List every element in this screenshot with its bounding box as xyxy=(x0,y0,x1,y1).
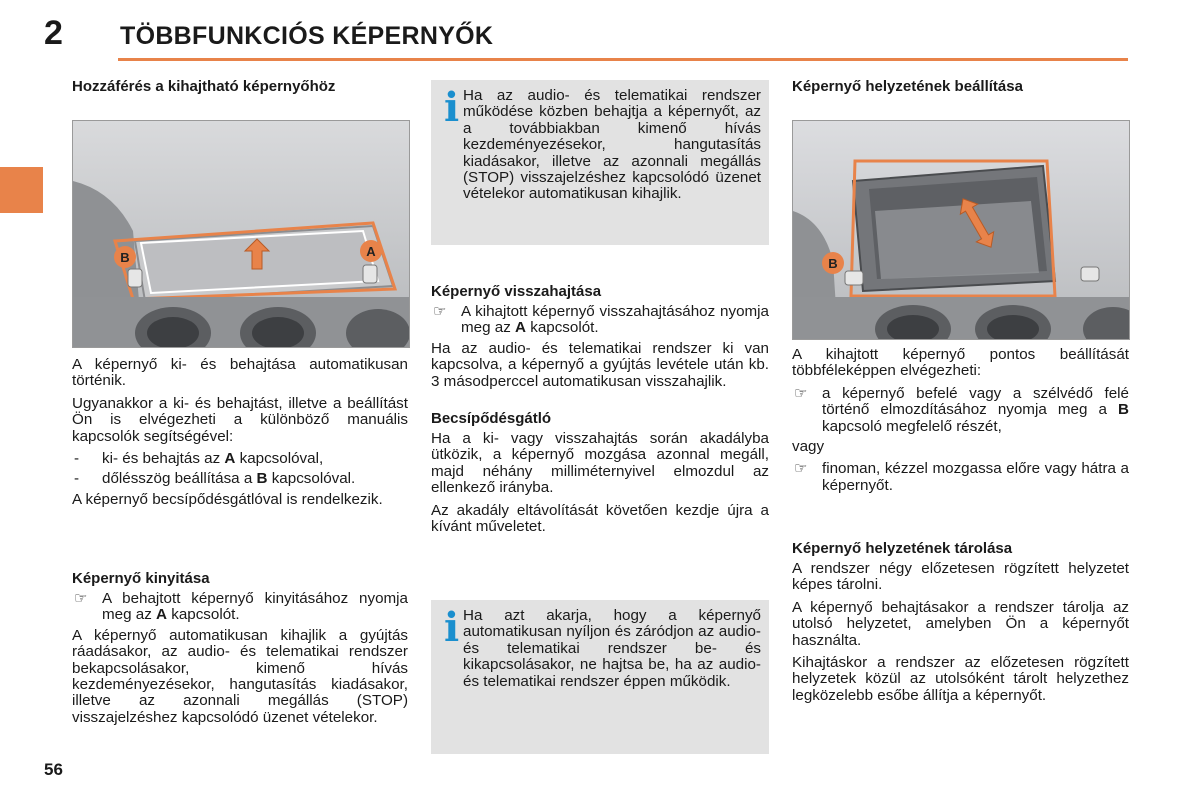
info-icon: i xyxy=(444,84,460,131)
list-item: - dőlésszög beállítása a B kapcsolóval. xyxy=(74,470,356,488)
figure-dashboard-screen-folded xyxy=(72,120,410,348)
chapter-tab xyxy=(0,167,43,213)
dash-marker: - xyxy=(74,450,80,468)
paragraph: Kihajtáskor a rendszer az előzetesen rögzített helyzetek közül az utolsóként tárolt helyzethez legközelebb esőbe állítja a képernyőt. xyxy=(792,654,1129,704)
section-heading-open: Képernyő kinyitása xyxy=(72,570,210,587)
info-box-2 xyxy=(431,600,769,754)
pointer-icon: ☞ xyxy=(74,590,88,607)
section-heading-store: Képernyő helyzetének tárolása xyxy=(792,540,1013,557)
column-2-text xyxy=(431,283,769,541)
column-3-text xyxy=(792,347,1129,498)
pointer-icon: ☞ xyxy=(794,460,808,478)
chapter-title: TÖBBFUNKCIÓS KÉPERNYŐK xyxy=(120,22,494,50)
paragraph: Ugyanakkor a ki- és behajtást, illetve a beállítást Ön is elvégezheti a különböző manuális kapcsolók segítségével: xyxy=(72,394,408,445)
figure-dashboard-screen-unfolded xyxy=(792,120,1130,340)
column-1 xyxy=(72,78,408,99)
paragraph: Ha az audio- és telematikai rendszer ki van kapcsolva, a képernyő a gyújtás levétele után kb. 3 másodperccel automatikusan visszahajlik. xyxy=(431,339,769,390)
list-item: ☞ a képernyő befelé vagy a szélvédő felé történő elmozdításához nyomja meg a B kapcsoló megfelelő részét, xyxy=(794,384,1129,435)
info-text: Ha azt akarja, hogy a képernyő automatikusan nyíljon és záródjon az audio- és telematikai rendszer be- és kikapcsolásakor, ne hajtsa be, ha az audio- és telematikai rendszer éppen működik. xyxy=(463,607,761,690)
paragraph: A kihajtott képernyő pontos beállítását többféleképpen elvégezheti: xyxy=(792,346,1129,380)
chapter-number: 2 xyxy=(44,14,63,52)
section-heading-pinch: Becsípődésgátló xyxy=(431,410,552,428)
list-item: ☞ A kihajtott képernyő visszahajtásához nyomja meg az A kapcsolót. xyxy=(433,303,769,337)
figure-label-a: A xyxy=(366,244,376,259)
paragraph: A rendszer négy előzetesen rögzített helyzetet képes tárolni. xyxy=(792,560,1129,594)
list-item: ☞ finoman, kézzel mozgassa előre vagy hátra a képernyőt. xyxy=(794,460,1129,494)
pointer-icon: ☞ xyxy=(794,384,808,402)
figure-label-b: B xyxy=(120,250,130,265)
header-rule xyxy=(118,58,1128,61)
column-3 xyxy=(792,78,1129,99)
section-heading-fold: Képernyő visszahajtása xyxy=(431,283,602,300)
column-1-open xyxy=(72,570,408,732)
paragraph-or: vagy xyxy=(792,438,825,456)
column-1-text xyxy=(72,357,408,514)
pointer-icon: ☞ xyxy=(433,303,447,320)
paragraph: A képernyő automatikusan kihajlik a gyújtás ráadásakor, az audio- és telematikai rendszer bekapcsolásakor, kimenő hívás kezdeményezésekor, hangutasítás kiadásakor, illetve az azonnali megállás (STOP) visszajelzéshez kapcsolódó üzenet vételekor. xyxy=(72,626,408,726)
paragraph: Ha a ki- vagy visszahajtás során akadályba ütközik, a képernyő mozgása azonnal megáll, majd néhány milliméternyivel elmozdul az ellenkező irányba. xyxy=(431,430,769,497)
section-heading-access: Hozzáférés a kihajtható képernyőhöz xyxy=(72,78,336,95)
dash-marker: - xyxy=(74,470,80,488)
figure-label-b: B xyxy=(828,256,838,271)
paragraph: Az akadály eltávolítását követően kezdje újra a kívánt műveletet. xyxy=(431,501,769,536)
info-text: Ha az audio- és telematikai rendszer működése közben behajtja a képernyőt, az a továbbiakban kimenő hívás kezdeményezésekor, hangutasítás kiadásakor, illetve az azonnali megállás (STOP) visszajelzéshez kapcsolódó üzenet vételekor automatikusan kihajlik. xyxy=(463,87,761,203)
info-icon: i xyxy=(444,604,460,651)
page-number: 56 xyxy=(44,760,63,779)
list-item: - ki- és behajtás az A kapcsolóval, xyxy=(74,450,324,468)
paragraph: A képernyő ki- és behajtása automatikusan történik. xyxy=(72,356,408,390)
info-box-1 xyxy=(431,80,769,245)
paragraph: A képernyő becsípődésgátlóval is rendelkezik. xyxy=(72,490,383,508)
paragraph: A képernyő behajtásakor a rendszer tárolja az utolsó helyzetet, amelyben Ön a képernyőt használta. xyxy=(792,598,1129,649)
section-heading-adjust: Képernyő helyzetének beállítása xyxy=(792,78,1023,95)
column-3-store xyxy=(792,540,1129,710)
list-item: ☞ A behajtott képernyő kinyitásához nyomja meg az A kapcsolót. xyxy=(74,590,408,624)
